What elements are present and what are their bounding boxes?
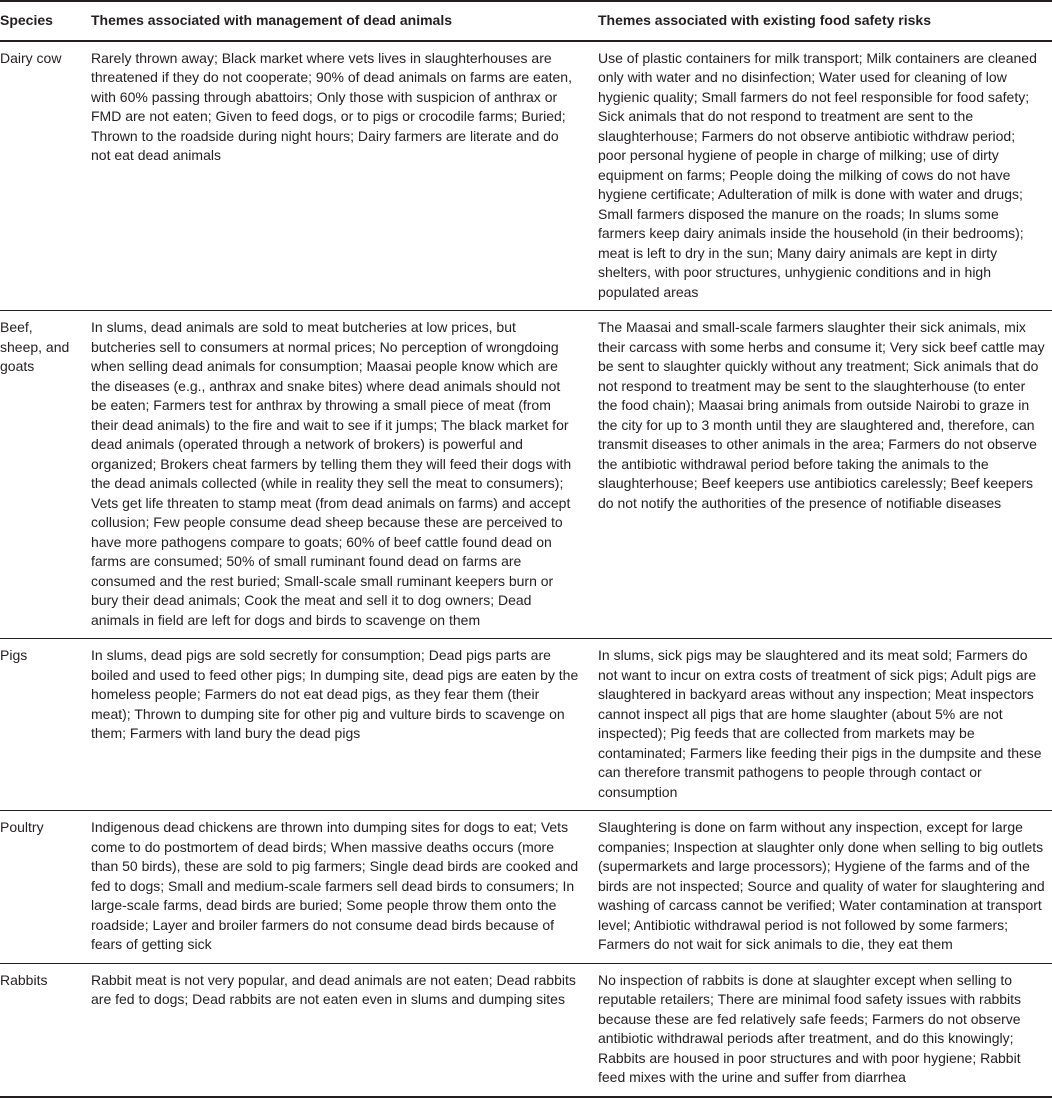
- header-row: [0, 1, 1052, 41]
- cell-food-safety: The Maasai and small-scale farmers slaughter their sick animals, mix their carcass with some herbs and consume it; Very sick beef cattle may be sent to slaughter quickly without any treatment; Sick animals that do not respond to treatment may be sent to the slaughterhouse (to enter the food chain); Maasai bring animals from outside Nairobi to graze in the city for up to 3 month until they are slaughtered and, therefore, can transmit diseases to other animals in the area; Farmers do not observe the antibiotic withdrawal period before taking the animals to the slaughterhouse; Beef keepers use antibiotics carelessly; Beef keepers do not notify the authorities of the presence of notifiable diseases: [587, 311, 1052, 639]
- cell-dead-animals: In slums, dead animals are sold to meat butcheries at low prices, but butcheries sell to consumers at normal prices; No perception of wrongdoing when selling dead animals for consumption; Maasai people know which are the diseases (e.g., anthrax and snake bites) where dead animals should not be eaten; Farmers test for anthrax by throwing a small piece of meat (from their dead animals) to the fire and wait to see if it jumps; The black market for dead animals (operated through a network of brokers) is powerful and organized; Brokers cheat farmers by telling them they will feed their dogs with the dead animals collected (while in reality they sell the meat to consumers); Vets get life threaten to stamp meat (from dead animals on farms) and accept collusion; Few people consume dead sheep because these are perceived to have more pathogens compare to goats; 60% of beef cattle found dead on farms are consumed; 50% of small ruminant found dead on farms are consumed and the rest buried; Small-scale small ruminant keepers burn or bury their dead animals; Cook the meat and sell it to dog owners; Dead animals in field are left for dogs and birds to scavenge on them: [82, 311, 587, 639]
- table-header: [0, 1, 1052, 41]
- cell-species: Pigs: [0, 639, 82, 811]
- cell-species: Rabbits: [0, 963, 82, 1097]
- cell-dead-animals: In slums, dead pigs are sold secretly for consumption; Dead pigs parts are boiled and used to feed other pigs; In dumping site, dead pigs are eaten by the homeless people; Farmers do not eat dead pigs, as they fear them (their meat); Thrown to dumping site for other pig and vulture birds to scavenge on them; Farmers with land bury the dead pigs: [82, 639, 587, 811]
- cell-dead-animals: Rabbit meat is not very popular, and dead animals are not eaten; Dead rabbits are fed to dogs; Dead rabbits are not eaten even in slums and dumping sites: [82, 963, 587, 1097]
- cell-dead-animals: Indigenous dead chickens are thrown into dumping sites for dogs to eat; Vets come to do postmortem of dead birds; When massive deaths occurs (more than 50 birds), these are sold to pig farmers; Single dead birds are cooked and fed to dogs; Small and medium-scale farmers sell dead birds to consumers; In large-scale farms, dead birds are buried; Some people throw them onto the roadside; Layer and broiler farmers do not consume dead birds because of fears of getting sick: [82, 811, 587, 964]
- header-food-safety: Themes associated with existing food safety risks: [587, 1, 1052, 41]
- table-row-dairy-cow: [0, 41, 1052, 311]
- table-body: [0, 41, 1052, 1097]
- cell-species: Dairy cow: [0, 41, 82, 311]
- table-row-rabbits: [0, 963, 1052, 1097]
- cell-species: Beef, sheep, and goats: [0, 311, 82, 639]
- cell-food-safety: No inspection of rabbits is done at slaughter except when selling to reputable retailers; There are minimal food safety issues with rabbits because these are fed relatively safe feeds; Farmers do not observe antibiotic withdrawal periods after treatment, and do this knowingly; Rabbits are housed in poor structures and with poor hygiene; Rabbit feed mixes with the urine and suffer from diarrhea: [587, 963, 1052, 1097]
- table-row-poultry: [0, 811, 1052, 964]
- cell-species: Poultry: [0, 811, 82, 964]
- table-row-pigs: [0, 639, 1052, 811]
- cell-food-safety: Slaughtering is done on farm without any inspection, except for large companies; Inspection at slaughter only done when selling to big outlets (supermarkets and large processors); Hygiene of the farms and of the birds are not inspected; Source and quality of water for slaughtering and washing of carcass cannot be verified; Water contamination at transport level; Antibiotic withdrawal period is not followed by some farmers; Farmers do not wait for sick animals to die, they eat them: [587, 811, 1052, 964]
- header-dead-animals: Themes associated with management of dead animals: [82, 1, 587, 41]
- cell-food-safety: In slums, sick pigs may be slaughtered and its meat sold; Farmers do not want to incur on extra costs of treatment of sick pigs; Adult pigs are slaughtered in backyard areas without any inspection; Meat inspectors cannot inspect all pigs that are home slaughter (about 5% are not inspected); Pig feeds that are collected from markets may be contaminated; Farmers like feeding their pigs in the dumpsite and these can therefore transmit pathogens to people through contact or consumption: [587, 639, 1052, 811]
- header-species: Species: [0, 1, 82, 41]
- cell-dead-animals: Rarely thrown away; Black market where vets lives in slaughterhouses are threatened if they do not cooperate; 90% of dead animals on farms are eaten, with 60% passing through abattoirs; Only those with suspicion of anthrax or FMD are not eaten; Given to feed dogs, or to pigs or crocodile farms; Buried; Thrown to the roadside during night hours; Dairy farmers are literate and do not eat dead animals: [82, 41, 587, 311]
- table-row-beef-sheep-goats: [0, 311, 1052, 639]
- cell-food-safety: Use of plastic containers for milk transport; Milk containers are cleaned only with water and no disinfection; Water used for cleaning of low hygienic quality; Small farmers do not feel responsible for food safety; Sick animals that do not respond to treatment are sent to the slaughterhouse; Farmers do not observe antibiotic withdraw period; poor personal hygiene of people in charge of milking; use of dirty equipment on farms; People doing the milking of cows do not have hygiene certificate; Adulteration of milk is done with water and drugs; Small farmers disposed the manure on the roads; In slums some farmers keep dairy animals inside the household (in their bedrooms); meat is left to dry in the sun; Many dairy animals are kept in dirty shelters, with poor structures, unhygienic conditions and in high populated areas: [587, 41, 1052, 311]
